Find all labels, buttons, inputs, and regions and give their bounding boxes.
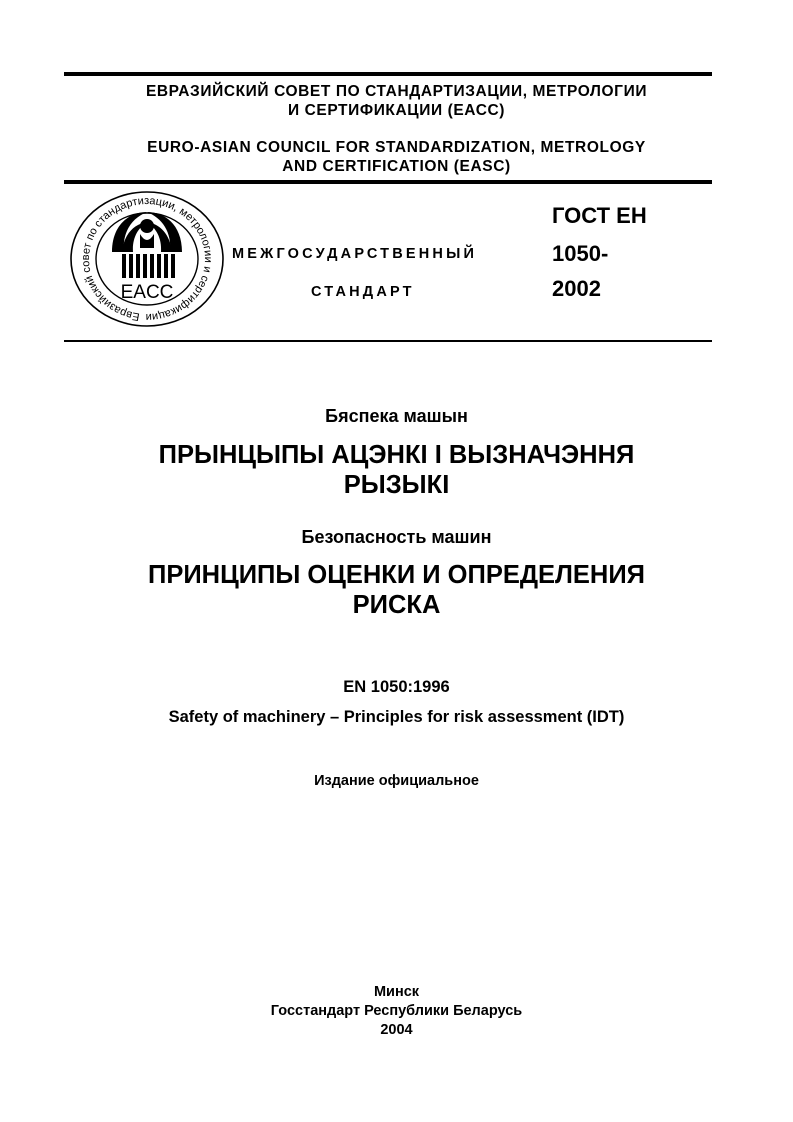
en-standard-code: EN 1050:1996 — [343, 678, 450, 696]
top-rule — [64, 72, 712, 76]
standard-type-line2: СТАНДАРТ — [311, 284, 415, 300]
imprint-publisher: Госстандарт Республики Беларусь — [270, 1003, 523, 1019]
council-name-en-line1: EURO-ASIAN COUNCIL FOR STANDARDIZATION, METROLOGY — [147, 139, 646, 156]
header-rule — [64, 180, 712, 184]
by-title-line1: ПРЫНЦЫПЫ АЦЭНКІ І ВЫЗНАЧЭННЯ — [158, 441, 635, 469]
by-subtitle: Бяспека машын — [325, 406, 468, 426]
en-standard-title: Safety of machinery – Principles for risk assessment (IDT) — [168, 708, 625, 726]
imprint-year: 2004 — [380, 1022, 413, 1038]
standard-code-line2: 1050- — [552, 241, 609, 266]
easc-emblem-icon — [68, 190, 226, 330]
standard-type-line1: МЕЖГОСУДАРСТВЕННЫЙ — [232, 246, 478, 262]
edition-label: Издание официальное — [314, 773, 479, 789]
emblem-ring-text: Евразийский совет по стандартизации, метрологии и сертификации — [79, 194, 215, 324]
ru-subtitle: Безопасность машин — [301, 527, 492, 547]
council-name-ru-line2: И СЕРТИФИКАЦИИ (ЕАСС) — [287, 102, 506, 119]
standard-code-line1: ГОСТ ЕН — [552, 203, 647, 228]
ru-title-line2: РИСКА — [352, 591, 441, 619]
emblem-abbr: EACC — [120, 282, 174, 303]
logo-section-rule — [64, 340, 712, 342]
by-title-line2: РЫЗЫКІ — [343, 471, 450, 499]
imprint-city: Минск — [373, 984, 420, 1000]
council-name-en-line2: AND CERTIFICATION (EASC) — [282, 158, 511, 175]
ru-title-line1: ПРИНЦИПЫ ОЦЕНКИ И ОПРЕДЕЛЕНИЯ — [147, 561, 645, 589]
council-name-ru-line1: ЕВРАЗИЙСКИЙ СОВЕТ ПО СТАНДАРТИЗАЦИИ, МЕТРОЛОГИИ — [145, 83, 648, 100]
standard-code-line3: 2002 — [552, 276, 601, 301]
